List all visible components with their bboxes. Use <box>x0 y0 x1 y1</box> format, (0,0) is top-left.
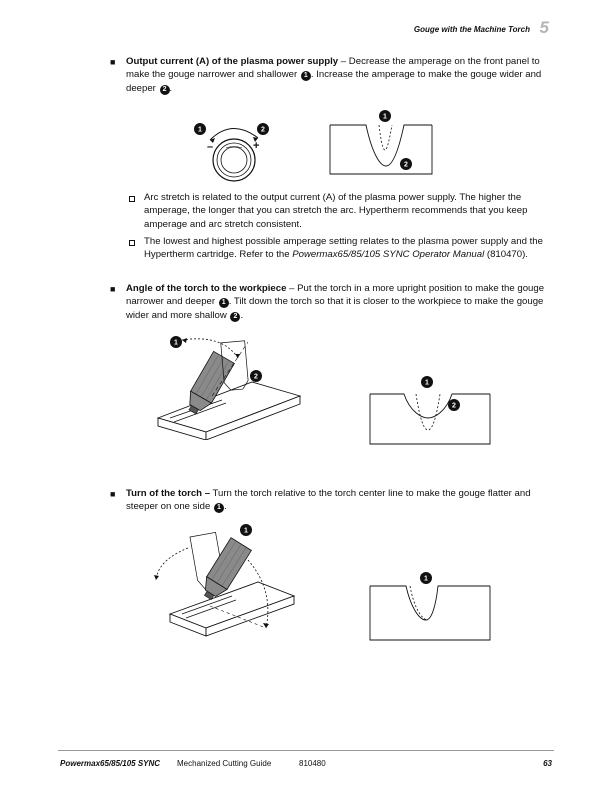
bullet-icon: ■ <box>110 489 116 499</box>
bullet-icon: ■ <box>110 57 116 67</box>
footer-divider <box>58 750 554 751</box>
svg-text:2: 2 <box>254 373 258 381</box>
plus-sign: + <box>253 140 260 152</box>
sub-bullet-icon <box>129 196 135 202</box>
callout-2-icon: 2 <box>230 312 240 322</box>
callout-1-label: 1 <box>198 126 202 134</box>
item-torch-turn: Turn of the torch – Turn the torch relative to the torch center line to make the gouge flatter and steeper on one side 1 . <box>126 488 531 513</box>
svg-text:1: 1 <box>424 575 428 583</box>
footer-product: Powermax65/85/105 SYNC <box>60 759 161 768</box>
svg-text:1: 1 <box>174 339 178 347</box>
callout-1-icon: 1 <box>214 503 224 513</box>
amperage-knob-figure <box>192 118 282 190</box>
item-torch-angle-title: Angle of the torch to the workpiece <box>126 283 287 294</box>
torch-angle-figure <box>152 330 312 440</box>
svg-text:2: 2 <box>452 402 456 410</box>
svg-text:2: 2 <box>404 161 408 169</box>
chapter-number: 5 <box>539 18 549 37</box>
operator-manual-title: Powermax65/85/105 SYNC Operator Manual <box>292 249 485 261</box>
bullet-icon: ■ <box>110 284 116 294</box>
gouge-profile-amperage-figure <box>326 108 436 178</box>
item-output-current-title: Output current (A) of the plasma power supply <box>126 56 339 67</box>
callout-1-icon: 1 <box>219 298 229 308</box>
svg-text:1: 1 <box>244 527 248 535</box>
section-title: Gouge with the Machine Torch <box>413 25 530 34</box>
item-output-current: Output current (A) of the plasma power supply – Decrease the amperage on the front panel to make the gouge narrower and shallower 1 . Increase the amperage to make the gouge wider and deeper 2 . <box>126 56 542 94</box>
minus-sign: – <box>207 141 214 153</box>
gouge-profile-angle-figure <box>366 372 494 448</box>
gouge-profile-turn-figure <box>366 570 494 644</box>
torch-turn-figure <box>148 520 298 648</box>
subitem-arc-stretch: Arc stretch is related to the output current (A) of the plasma power supply. The higher the amperage, the longer that you can stretch the arc. Hypertherm recommends that you keep amperage and arc stretch consistent. <box>144 192 528 230</box>
callout-2-label: 2 <box>261 126 265 134</box>
callout-1-icon: 1 <box>301 71 311 81</box>
svg-text:1: 1 <box>425 379 429 387</box>
callout-2-icon: 2 <box>160 85 170 95</box>
svg-text:1: 1 <box>383 113 387 121</box>
item-torch-turn-title: Turn of the torch – <box>126 488 211 499</box>
sub-bullet-icon <box>129 240 135 246</box>
item-torch-angle: Angle of the torch to the workpiece – Put the torch in a more upright position to make the gouge narrower and deeper 1 . Tilt down the torch so that it is closer to the workpiece to make the gouge wider and more shallow 2 . <box>126 283 545 321</box>
footer-page-number: 63 <box>543 759 552 768</box>
subitem-amperage-range: The lowest and highest possible amperage setting relates to the plasma power supply and the Hypertherm cartridge. Refer to the Powermax65/85/105 SYNC Operator Manual (810470). <box>144 236 543 261</box>
footer-document-title: Mechanized Cutting Guide <box>177 759 272 768</box>
footer-part-number: 810480 <box>299 759 326 768</box>
